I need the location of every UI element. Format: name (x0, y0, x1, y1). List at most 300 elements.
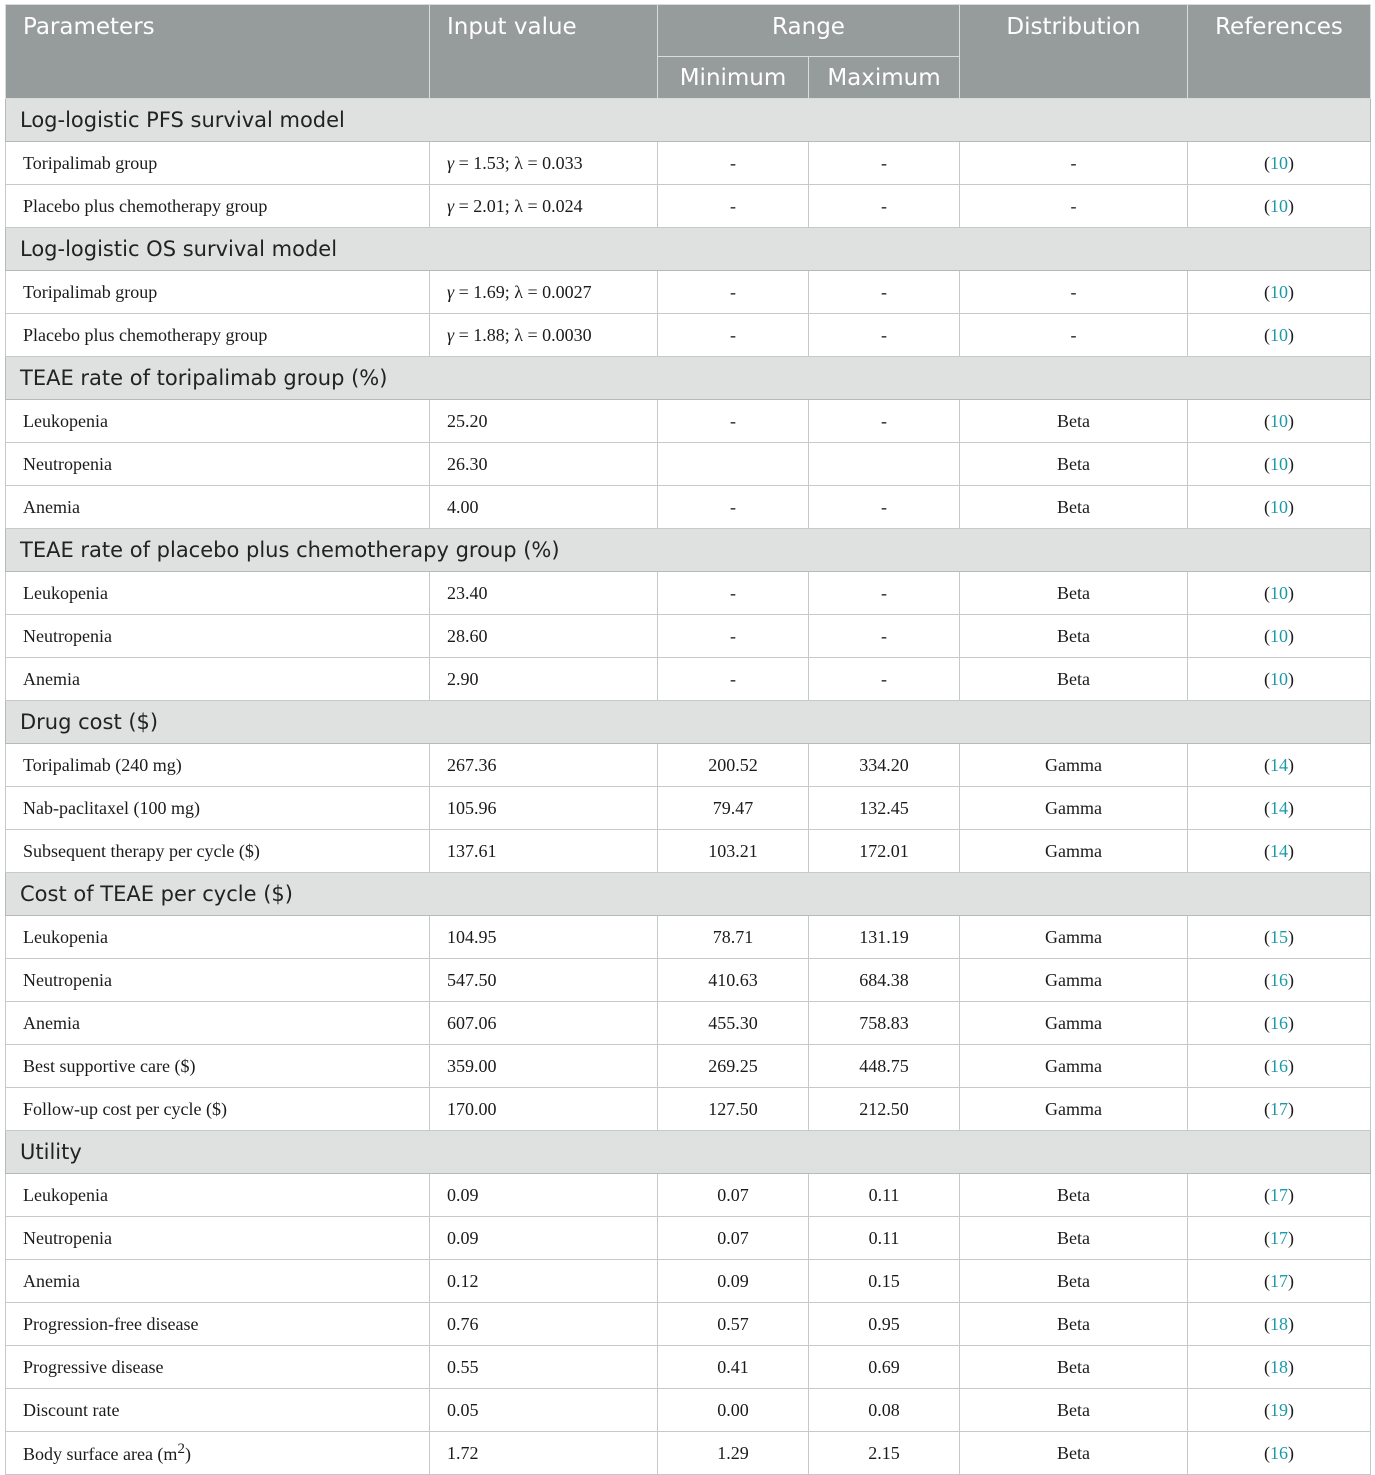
reference-cell (1188, 1174, 1371, 1217)
range-maximum: - (809, 400, 960, 443)
close-paren: ) (1288, 1098, 1294, 1119)
reference-cell (1188, 830, 1371, 873)
range-maximum: 758.83 (809, 1002, 960, 1045)
reference-link[interactable]: 10 (1270, 625, 1288, 646)
table-row (6, 1174, 1371, 1217)
reference-link[interactable]: 10 (1270, 496, 1288, 517)
open-paren: ( (1264, 926, 1270, 947)
parameter-name: Follow-up cost per cycle ($) (6, 1088, 430, 1131)
reference-link[interactable]: 18 (1270, 1313, 1288, 1334)
close-paren: ) (1288, 1227, 1294, 1248)
table-row (6, 443, 1371, 486)
parameter-name: Anemia (6, 486, 430, 529)
distribution: - (960, 185, 1188, 228)
range-minimum: - (658, 142, 809, 185)
section-header-row (6, 357, 1371, 400)
reference-link[interactable]: 17 (1270, 1184, 1288, 1205)
lambda-value: 0.033 (542, 152, 583, 173)
gamma-symbol: γ (447, 324, 455, 345)
close-paren: ) (1288, 1399, 1294, 1420)
close-paren: ) (1288, 969, 1294, 990)
input-value: 547.50 (430, 959, 658, 1002)
reference-cell (1188, 959, 1371, 1002)
parameter-name: Toripalimab group (6, 142, 430, 185)
gamma-value: 1.53 (473, 152, 505, 173)
distribution: Beta (960, 486, 1188, 529)
input-value: 105.96 (430, 787, 658, 830)
equals-sign: = (454, 195, 474, 216)
close-paren: ) (1288, 625, 1294, 646)
equals-sign: = (454, 281, 474, 302)
equals-sign: = (523, 281, 543, 302)
lambda-value: 0.024 (542, 195, 583, 216)
equals-sign: = (523, 152, 543, 173)
input-value (430, 271, 658, 314)
reference-cell (1188, 1260, 1371, 1303)
range-minimum: - (658, 615, 809, 658)
parameter-name: Best supportive care ($) (6, 1045, 430, 1088)
parameter-name (6, 1432, 430, 1475)
range-minimum: 103.21 (658, 830, 809, 873)
gamma-value: 1.88 (473, 324, 505, 345)
range-minimum: 0.07 (658, 1217, 809, 1260)
section-header-row (6, 228, 1371, 271)
reference-link[interactable]: 10 (1270, 152, 1288, 173)
close-paren: ) (1288, 1270, 1294, 1291)
parameter-name: Placebo plus chemotherapy group (6, 314, 430, 357)
open-paren: ( (1264, 797, 1270, 818)
parameter-name: Neutropenia (6, 1217, 430, 1260)
range-maximum: 684.38 (809, 959, 960, 1002)
range-minimum: - (658, 658, 809, 701)
section-header-row (6, 701, 1371, 744)
table-row (6, 787, 1371, 830)
distribution: Gamma (960, 1045, 1188, 1088)
reference-link[interactable]: 10 (1270, 324, 1288, 345)
reference-link[interactable]: 16 (1270, 1012, 1288, 1033)
reference-link[interactable]: 10 (1270, 582, 1288, 603)
reference-link[interactable]: 16 (1270, 1055, 1288, 1076)
parameter-name: Leukopenia (6, 916, 430, 959)
parameter-name-superscript: 2 (177, 1441, 185, 1457)
reference-link[interactable]: 17 (1270, 1227, 1288, 1248)
gamma-value: 2.01 (473, 195, 505, 216)
reference-link[interactable]: 17 (1270, 1270, 1288, 1291)
input-value (430, 142, 658, 185)
close-paren: ) (1288, 754, 1294, 775)
parameter-name: Leukopenia (6, 572, 430, 615)
input-value: 267.36 (430, 744, 658, 787)
distribution: Beta (960, 443, 1188, 486)
range-minimum: - (658, 185, 809, 228)
open-paren: ( (1264, 754, 1270, 775)
open-paren: ( (1264, 410, 1270, 431)
lambda-symbol: λ (514, 324, 523, 345)
distribution: Beta (960, 1217, 1188, 1260)
open-paren: ( (1264, 1356, 1270, 1377)
section-title: Utility (6, 1131, 1371, 1174)
parameter-name-text: Body surface area (m (23, 1444, 178, 1464)
distribution: - (960, 271, 1188, 314)
close-paren: ) (1288, 1055, 1294, 1076)
range-maximum: 2.15 (809, 1432, 960, 1475)
range-maximum: 0.15 (809, 1260, 960, 1303)
range-maximum: - (809, 314, 960, 357)
table-row (6, 486, 1371, 529)
reference-link[interactable]: 15 (1270, 926, 1288, 947)
parameter-name: Neutropenia (6, 959, 430, 1002)
table-row (6, 271, 1371, 314)
section-title: TEAE rate of toripalimab group (%) (6, 357, 1371, 400)
reference-cell (1188, 185, 1371, 228)
section-title: Cost of TEAE per cycle ($) (6, 873, 1371, 916)
open-paren: ( (1264, 668, 1270, 689)
input-value (430, 185, 658, 228)
reference-cell (1188, 400, 1371, 443)
reference-cell (1188, 1389, 1371, 1432)
range-minimum: 0.09 (658, 1260, 809, 1303)
input-value: 0.05 (430, 1389, 658, 1432)
gamma-symbol: γ (447, 281, 455, 302)
distribution: Beta (960, 400, 1188, 443)
open-paren: ( (1264, 1184, 1270, 1205)
parameter-name: Leukopenia (6, 1174, 430, 1217)
section-header-row (6, 873, 1371, 916)
parameter-name: Nab-paclitaxel (100 mg) (6, 787, 430, 830)
input-value: 359.00 (430, 1045, 658, 1088)
table-body (6, 99, 1371, 1475)
input-value: 2.90 (430, 658, 658, 701)
section-title: Log-logistic OS survival model (6, 228, 1371, 271)
range-minimum: - (658, 271, 809, 314)
reference-link[interactable]: 16 (1270, 1442, 1288, 1463)
range-maximum: - (809, 486, 960, 529)
input-value: 0.12 (430, 1260, 658, 1303)
separator: ; (504, 195, 515, 216)
close-paren: ) (1288, 1184, 1294, 1205)
input-value: 0.09 (430, 1174, 658, 1217)
table-row (6, 400, 1371, 443)
reference-link[interactable]: 16 (1270, 969, 1288, 990)
close-paren: ) (1288, 797, 1294, 818)
input-value: 0.09 (430, 1217, 658, 1260)
input-value: 28.60 (430, 615, 658, 658)
distribution: Beta (960, 615, 1188, 658)
range-maximum: 334.20 (809, 744, 960, 787)
open-paren: ( (1264, 1227, 1270, 1248)
section-title: TEAE rate of placebo plus chemotherapy group (%) (6, 529, 1371, 572)
close-paren: ) (1288, 324, 1294, 345)
open-paren: ( (1264, 1270, 1270, 1291)
range-maximum: 0.11 (809, 1217, 960, 1260)
table-row (6, 572, 1371, 615)
parameter-name: Progressive disease (6, 1346, 430, 1389)
section-title: Log-logistic PFS survival model (6, 99, 1371, 142)
range-minimum (658, 443, 809, 486)
parameter-name: Subsequent therapy per cycle ($) (6, 830, 430, 873)
range-minimum: 0.00 (658, 1389, 809, 1432)
section-header-row (6, 1131, 1371, 1174)
range-maximum: 448.75 (809, 1045, 960, 1088)
distribution: Gamma (960, 959, 1188, 1002)
range-maximum: 172.01 (809, 830, 960, 873)
section-title: Drug cost ($) (6, 701, 1371, 744)
input-value: 137.61 (430, 830, 658, 873)
table-row (6, 1217, 1371, 1260)
input-value: 4.00 (430, 486, 658, 529)
distribution: Gamma (960, 1088, 1188, 1131)
reference-cell (1188, 1002, 1371, 1045)
open-paren: ( (1264, 1442, 1270, 1463)
parameter-name: Placebo plus chemotherapy group (6, 185, 430, 228)
distribution: Beta (960, 1303, 1188, 1346)
reference-cell (1188, 1217, 1371, 1260)
header-distribution: Distribution (960, 5, 1188, 99)
parameter-name: Anemia (6, 1260, 430, 1303)
open-paren: ( (1264, 1012, 1270, 1033)
distribution: Beta (960, 658, 1188, 701)
header-input-value: Input value (430, 5, 658, 99)
open-paren: ( (1264, 281, 1270, 302)
open-paren: ( (1264, 453, 1270, 474)
equals-sign: = (523, 195, 543, 216)
gamma-value: 1.69 (473, 281, 505, 302)
close-paren: ) (1288, 1313, 1294, 1334)
reference-cell (1188, 787, 1371, 830)
reference-link[interactable]: 10 (1270, 195, 1288, 216)
distribution: Beta (960, 1174, 1188, 1217)
close-paren: ) (1288, 281, 1294, 302)
range-minimum: - (658, 400, 809, 443)
table-row (6, 1045, 1371, 1088)
open-paren: ( (1264, 840, 1270, 861)
input-value: 104.95 (430, 916, 658, 959)
distribution: Gamma (960, 830, 1188, 873)
reference-cell (1188, 271, 1371, 314)
reference-cell (1188, 1346, 1371, 1389)
distribution: Beta (960, 572, 1188, 615)
range-maximum: - (809, 658, 960, 701)
distribution: Gamma (960, 1002, 1188, 1045)
range-maximum: 0.69 (809, 1346, 960, 1389)
close-paren: ) (1288, 1356, 1294, 1377)
range-minimum: 200.52 (658, 744, 809, 787)
range-maximum: 132.45 (809, 787, 960, 830)
reference-link[interactable]: 14 (1270, 797, 1288, 818)
reference-cell (1188, 486, 1371, 529)
table-row (6, 959, 1371, 1002)
range-maximum: - (809, 185, 960, 228)
table-row (6, 142, 1371, 185)
parameter-name: Toripalimab group (6, 271, 430, 314)
input-value: 0.76 (430, 1303, 658, 1346)
table-row (6, 1346, 1371, 1389)
range-minimum: 78.71 (658, 916, 809, 959)
open-paren: ( (1264, 1313, 1270, 1334)
table-row (6, 916, 1371, 959)
reference-link[interactable]: 14 (1270, 754, 1288, 775)
header-minimum: Minimum (658, 57, 809, 99)
equals-sign: = (454, 152, 474, 173)
reference-cell (1188, 443, 1371, 486)
equals-sign: = (454, 324, 474, 345)
reference-cell (1188, 615, 1371, 658)
reference-cell (1188, 1088, 1371, 1131)
close-paren: ) (1288, 453, 1294, 474)
close-paren: ) (1288, 926, 1294, 947)
open-paren: ( (1264, 195, 1270, 216)
open-paren: ( (1264, 496, 1270, 517)
close-paren: ) (1288, 668, 1294, 689)
range-maximum: - (809, 615, 960, 658)
open-paren: ( (1264, 625, 1270, 646)
header-parameters: Parameters (6, 5, 430, 99)
close-paren: ) (1288, 582, 1294, 603)
reference-link[interactable]: 10 (1270, 281, 1288, 302)
distribution: - (960, 314, 1188, 357)
distribution: Beta (960, 1389, 1188, 1432)
parameter-name: Neutropenia (6, 443, 430, 486)
separator: ; (504, 324, 515, 345)
gamma-symbol: γ (447, 195, 455, 216)
table-row (6, 1088, 1371, 1131)
open-paren: ( (1264, 1055, 1270, 1076)
parameter-name: Toripalimab (240 mg) (6, 744, 430, 787)
reference-cell (1188, 658, 1371, 701)
close-paren: ) (1288, 152, 1294, 173)
close-paren: ) (1288, 1442, 1294, 1463)
lambda-symbol: λ (514, 152, 523, 173)
table-row (6, 615, 1371, 658)
lambda-value: 0.0027 (542, 281, 592, 302)
range-minimum: - (658, 486, 809, 529)
reference-cell (1188, 1432, 1371, 1475)
equals-sign: = (523, 324, 543, 345)
input-value: 25.20 (430, 400, 658, 443)
open-paren: ( (1264, 1098, 1270, 1119)
range-maximum: 212.50 (809, 1088, 960, 1131)
range-maximum: - (809, 271, 960, 314)
reference-link[interactable]: 10 (1270, 410, 1288, 431)
lambda-symbol: λ (514, 195, 523, 216)
reference-link[interactable]: 10 (1270, 668, 1288, 689)
input-value: 170.00 (430, 1088, 658, 1131)
range-minimum: 0.57 (658, 1303, 809, 1346)
reference-cell (1188, 142, 1371, 185)
range-maximum: - (809, 142, 960, 185)
input-value: 26.30 (430, 443, 658, 486)
open-paren: ( (1264, 324, 1270, 345)
section-header-row (6, 529, 1371, 572)
open-paren: ( (1264, 152, 1270, 173)
close-paren: ) (1288, 195, 1294, 216)
parameter-name: Anemia (6, 1002, 430, 1045)
header-references: References (1188, 5, 1371, 99)
range-maximum (809, 443, 960, 486)
range-minimum: 0.07 (658, 1174, 809, 1217)
open-paren: ( (1264, 582, 1270, 603)
close-paren: ) (1288, 496, 1294, 517)
input-value: 607.06 (430, 1002, 658, 1045)
reference-link[interactable]: 19 (1270, 1399, 1288, 1420)
table-row (6, 830, 1371, 873)
lambda-symbol: λ (514, 281, 523, 302)
lambda-value: 0.0030 (542, 324, 592, 345)
range-minimum: - (658, 314, 809, 357)
parameters-table (5, 4, 1371, 1475)
close-paren: ) (1288, 410, 1294, 431)
parameter-name: Neutropenia (6, 615, 430, 658)
range-minimum: 269.25 (658, 1045, 809, 1088)
table-row (6, 744, 1371, 787)
range-minimum: 0.41 (658, 1346, 809, 1389)
section-header-row (6, 99, 1371, 142)
table-row (6, 185, 1371, 228)
range-minimum: 127.50 (658, 1088, 809, 1131)
parameter-name: Leukopenia (6, 400, 430, 443)
parameter-name-suffix: ) (184, 1444, 191, 1464)
table-row (6, 1432, 1371, 1475)
header-maximum: Maximum (809, 57, 960, 99)
distribution: Beta (960, 1260, 1188, 1303)
reference-link[interactable]: 17 (1270, 1098, 1288, 1119)
header-range: Range (658, 5, 960, 57)
reference-link[interactable]: 18 (1270, 1356, 1288, 1377)
distribution: Beta (960, 1432, 1188, 1475)
open-paren: ( (1264, 1399, 1270, 1420)
range-maximum: 131.19 (809, 916, 960, 959)
distribution: Gamma (960, 744, 1188, 787)
table-row (6, 1260, 1371, 1303)
range-minimum: 410.63 (658, 959, 809, 1002)
open-paren: ( (1264, 969, 1270, 990)
input-value: 1.72 (430, 1432, 658, 1475)
table-row (6, 1389, 1371, 1432)
parameter-name: Anemia (6, 658, 430, 701)
reference-cell (1188, 744, 1371, 787)
separator: ; (504, 281, 515, 302)
close-paren: ) (1288, 1012, 1294, 1033)
range-maximum: 0.08 (809, 1389, 960, 1432)
reference-cell (1188, 916, 1371, 959)
range-maximum: - (809, 572, 960, 615)
table-row (6, 1303, 1371, 1346)
distribution: - (960, 142, 1188, 185)
reference-link[interactable]: 10 (1270, 453, 1288, 474)
table-row (6, 1002, 1371, 1045)
range-maximum: 0.95 (809, 1303, 960, 1346)
range-maximum: 0.11 (809, 1174, 960, 1217)
distribution: Gamma (960, 787, 1188, 830)
table-row (6, 314, 1371, 357)
reference-cell (1188, 1045, 1371, 1088)
reference-cell (1188, 314, 1371, 357)
input-value: 0.55 (430, 1346, 658, 1389)
distribution: Gamma (960, 916, 1188, 959)
range-minimum: 455.30 (658, 1002, 809, 1045)
parameter-name: Progression-free disease (6, 1303, 430, 1346)
parameter-name: Discount rate (6, 1389, 430, 1432)
range-minimum: 1.29 (658, 1432, 809, 1475)
reference-link[interactable]: 14 (1270, 840, 1288, 861)
separator: ; (504, 152, 515, 173)
reference-cell (1188, 1303, 1371, 1346)
reference-cell (1188, 572, 1371, 615)
close-paren: ) (1288, 840, 1294, 861)
input-value: 23.40 (430, 572, 658, 615)
input-value (430, 314, 658, 357)
range-minimum: 79.47 (658, 787, 809, 830)
